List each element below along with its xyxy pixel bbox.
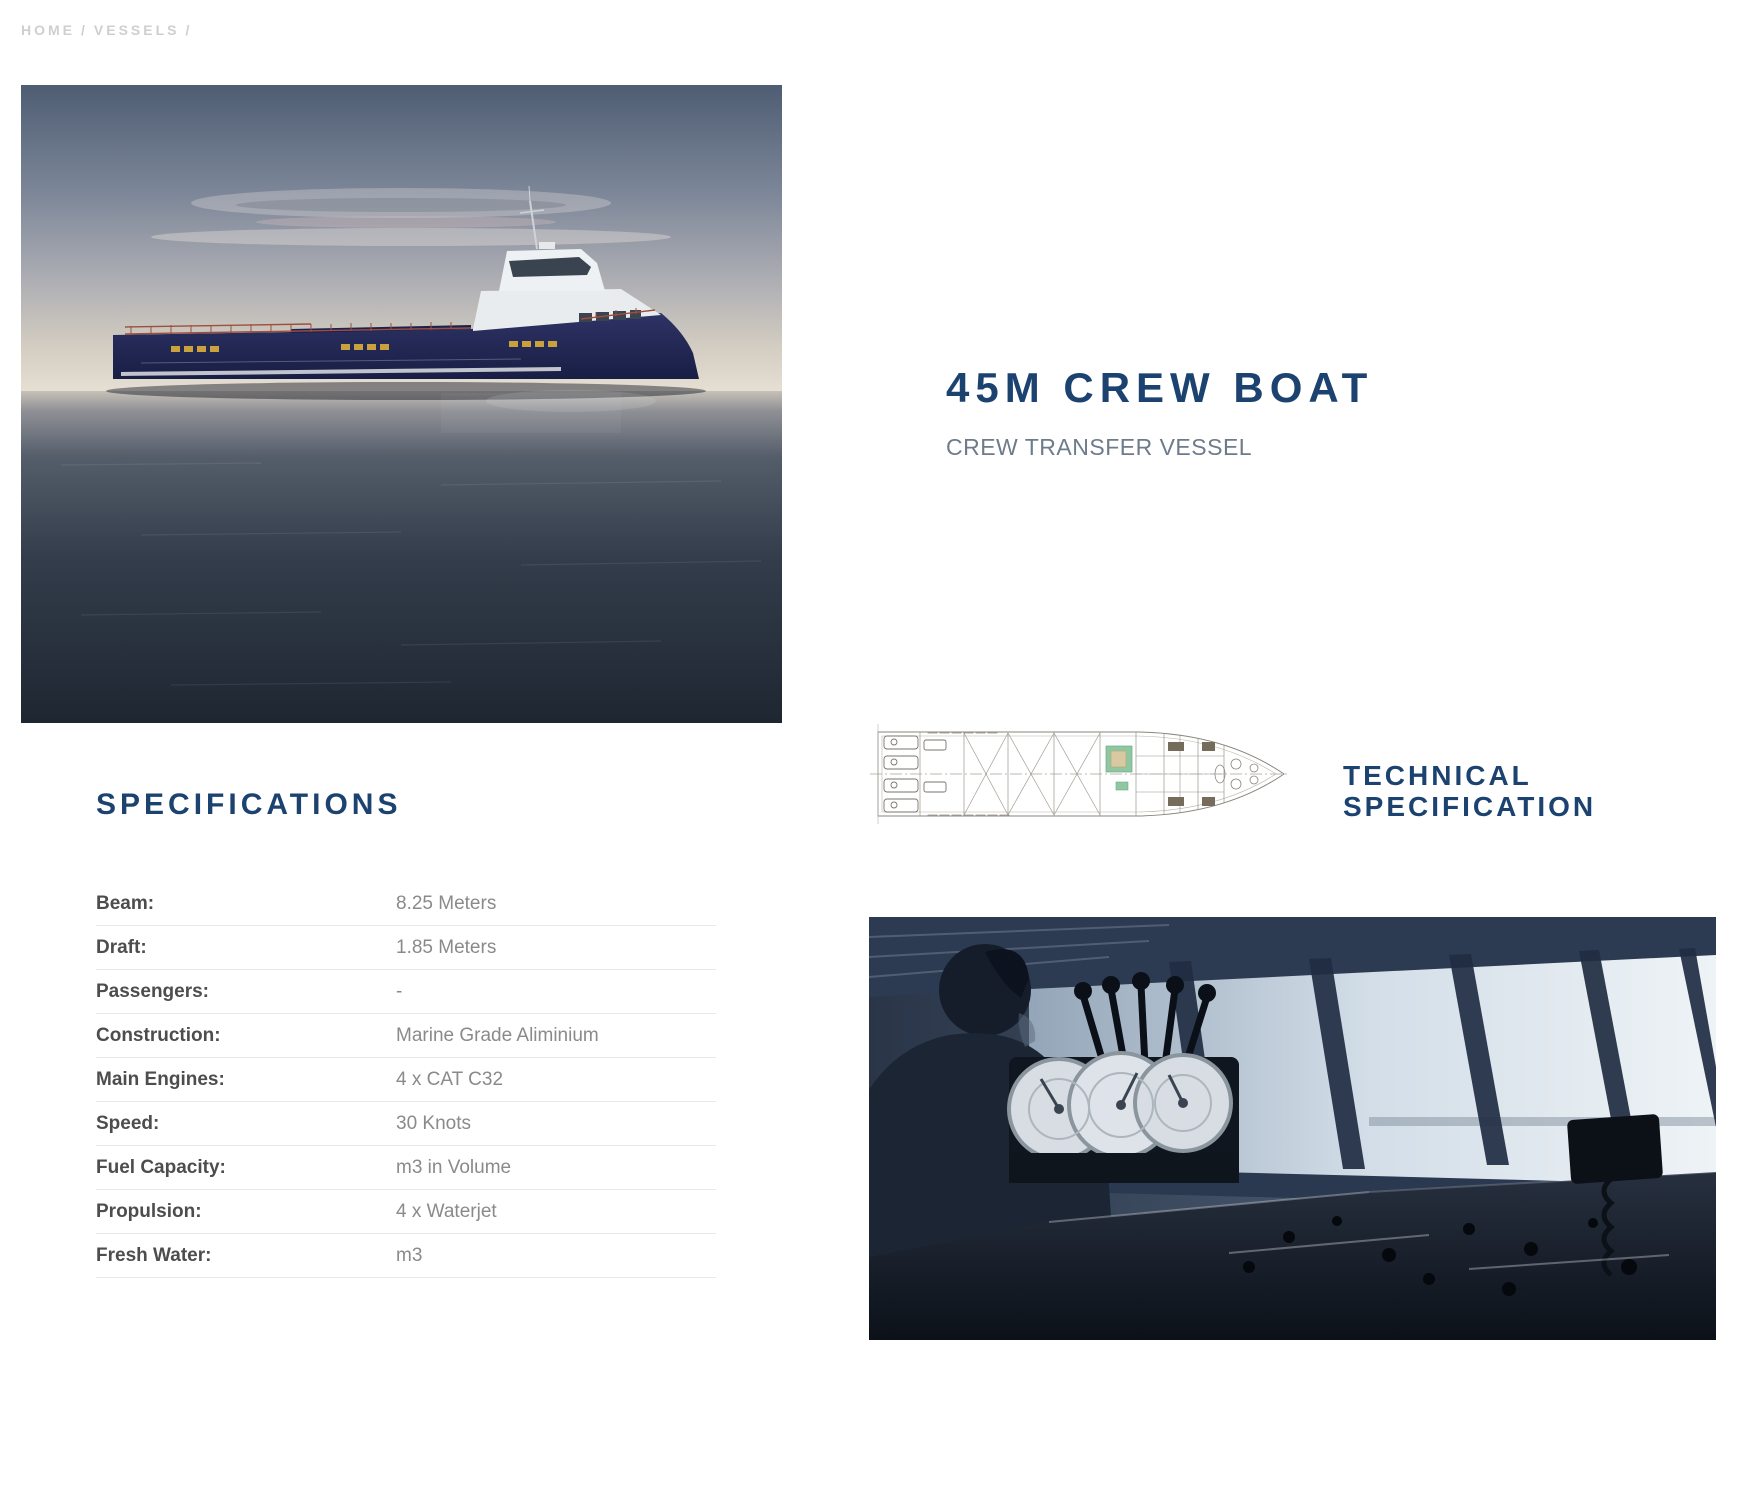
vessel-render-image xyxy=(21,85,782,723)
page-subtitle: CREW TRANSFER VESSEL xyxy=(946,434,1253,460)
spec-label: Draft: xyxy=(96,936,147,958)
spec-value: 30 Knots xyxy=(396,1112,471,1134)
spec-value: 4 x CAT C32 xyxy=(396,1068,504,1090)
spec-label: Fresh Water: xyxy=(96,1244,212,1266)
spec-label: Passengers: xyxy=(96,980,210,1002)
crew-boat-illustration xyxy=(21,85,782,723)
spec-row-speed xyxy=(96,1102,716,1146)
spec-value: 4 x Waterjet xyxy=(396,1200,497,1222)
bridge-illustration xyxy=(869,917,1716,1340)
specifications-table xyxy=(96,882,716,1278)
breadcrumb-separator: / xyxy=(81,22,88,38)
spec-value: m3 in Volume xyxy=(396,1156,512,1178)
spec-row-fresh-water xyxy=(96,1234,716,1278)
spec-value: m3 xyxy=(396,1244,423,1266)
spec-label: Propulsion: xyxy=(96,1200,202,1222)
page-title: 45M CREW BOAT xyxy=(946,364,1374,412)
breadcrumb-separator: / xyxy=(185,22,193,38)
breadcrumb-link-home[interactable]: HOME xyxy=(21,22,75,38)
spec-row-fuel-capacity xyxy=(96,1146,716,1190)
spec-row-passengers xyxy=(96,970,716,1014)
breadcrumb xyxy=(21,22,198,38)
breadcrumb-link-vessels[interactable]: VESSELS xyxy=(93,22,180,38)
spec-label: Fuel Capacity: xyxy=(96,1156,226,1178)
spec-row-main-engines xyxy=(96,1058,716,1102)
specifications-heading: SPECIFICATIONS xyxy=(96,788,402,821)
technical-specification-line2: SPECIFICATION xyxy=(1343,790,1597,822)
deck-plan-drawing xyxy=(868,720,1292,828)
spec-value: 1.85 Meters xyxy=(396,936,497,958)
spec-label: Beam: xyxy=(96,892,155,914)
spec-label: Construction: xyxy=(96,1024,221,1046)
technical-specification-line1: TECHNICAL xyxy=(1343,760,1532,791)
spec-label: Speed: xyxy=(96,1112,160,1134)
spec-row-beam xyxy=(96,882,716,926)
spec-row-propulsion xyxy=(96,1190,716,1234)
spec-row-draft xyxy=(96,926,716,970)
spec-value: - xyxy=(396,980,403,1002)
bridge-photo xyxy=(869,917,1716,1340)
spec-row-construction xyxy=(96,1014,716,1058)
spec-label: Main Engines: xyxy=(96,1068,225,1090)
spec-value: 8.25 Meters xyxy=(396,892,497,914)
technical-specification-link[interactable] xyxy=(1343,761,1596,823)
deck-plan-thumbnail[interactable] xyxy=(868,720,1292,828)
spec-value: Marine Grade Aliminium xyxy=(396,1024,599,1046)
